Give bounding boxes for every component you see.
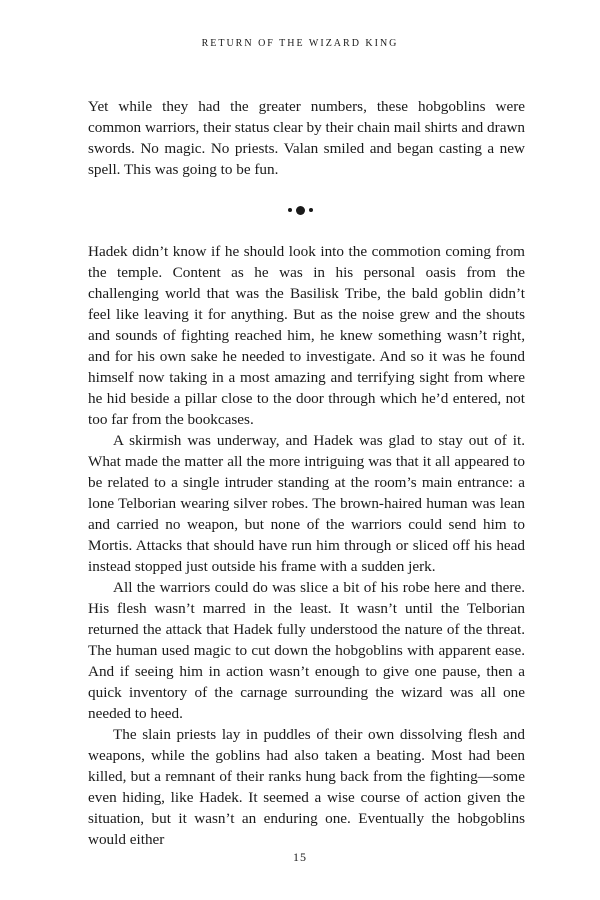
paragraph: A skirmish was underway, and Hadek was glad to stay out of it. What made the matter all the more intriguing was that it all appeared to be related to a single intruder standing at the room’s main entrance: a lone Telborian wearing silver robes. The brown-haired human was lean and carried no weapon, but none of the warriors could send him to Mortis. Attacks that should have run him through or sliced off his head instead stopped just outside his frame with a sudden jerk. — [88, 432, 525, 575]
paragraph: Yet while they had the greater numbers, these hobgoblins were common warriors, their status clear by their chain mail shirts and drawn swords. No magic. No priests. Valan smiled and began casting a new spell. This was going to be fun. — [88, 98, 525, 178]
ornament-dot-icon — [288, 208, 292, 212]
text-block-before-break — [88, 96, 525, 180]
page-number: 15 — [293, 850, 307, 864]
running-head: RETURN OF THE WIZARD KING — [201, 38, 399, 49]
ornament-dot-icon — [296, 206, 305, 215]
paragraph: The slain priests lay in puddles of their own dissolving flesh and weapons, while the goblins had also taken a beating. Most had been killed, but a remnant of their ranks hung back from the fighting—some even hiding, like Hadek. It seemed a wise course of action given the situation, but it wasn’t an enduring one. Eventually the hobgoblins would either — [88, 726, 525, 848]
text-block-after-break — [88, 241, 525, 850]
ornament-dot-icon — [309, 208, 313, 212]
paragraph: Hadek didn’t know if he should look into the commotion coming from the temple. Content as he was in his personal oasis from the challenging world that was the Basilisk Tribe, the bald goblin didn’t feel like leaving it for anything. But as the noise grew and the shouts and sounds of fighting reached him, he knew something wasn’t right, and for his own sake he needed to investigate. And so it was he found himself now taking in a most amazing and terrifying sight from where he hid beside a pillar close to the door through which he’d entered, not too far from the bookcases. — [88, 243, 525, 428]
section-break-ornament — [0, 203, 600, 217]
paragraph: All the warriors could do was slice a bit of his robe here and there. His flesh wasn’t marred in the least. It wasn’t until the Telborian returned the attack that Hadek fully understood the nature of the threat. The human used magic to cut down the hobgoblins with apparent ease. And if seeing him in action wasn’t enough to give one pause, then a quick inventory of the carnage surrounding the wizard was all one needed to heed. — [88, 579, 525, 722]
